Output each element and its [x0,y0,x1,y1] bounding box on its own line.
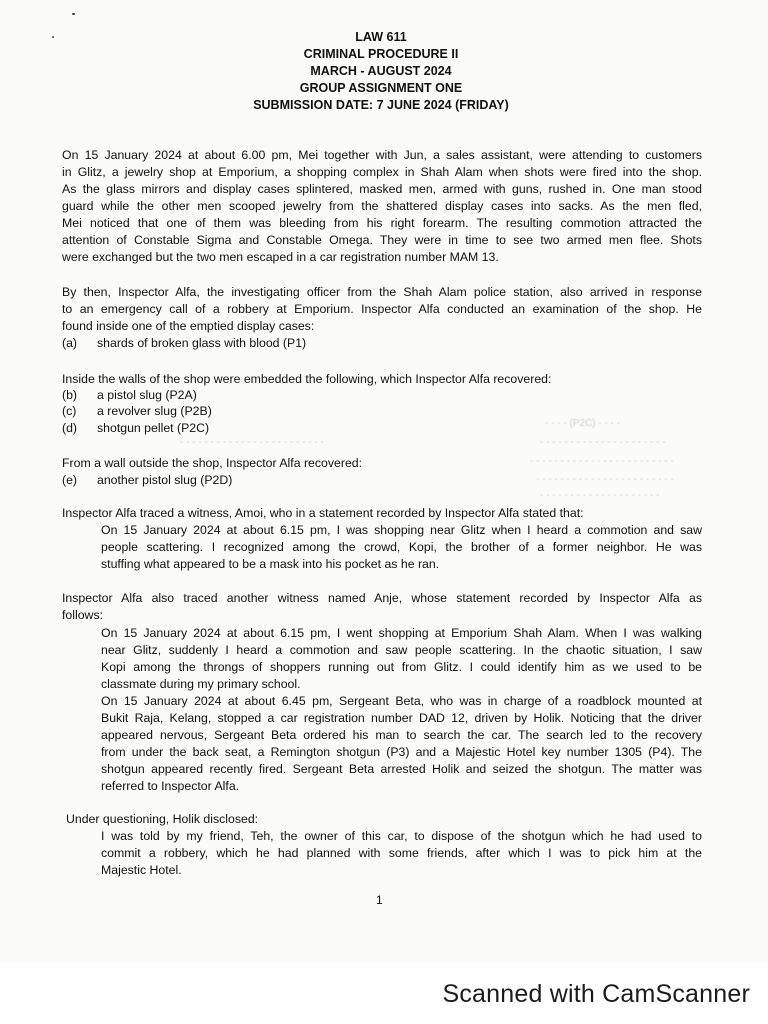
text-line: Mei noticed that one of them was bleeding from his right forearm. The resulting commotion attracted the [62,216,702,230]
text-line: On 15 January 2024 at about 6.45 pm, Sergeant Beta, who was in charge of a roadblock mounted at [101,694,702,708]
item-label: (b) [62,388,78,402]
anje-statement [101,625,702,693]
text-line: Inspector Alfa also traced another witness named Anje, whose statement recorded by Inspector Alfa as [62,591,702,605]
item-label: (c) [62,404,77,418]
bleed-through-text: - - - - (P2C) - - - - [545,418,620,429]
witness-amoi-intro [62,505,702,522]
item-label: (d) [62,421,78,435]
camscanner-watermark: Scanned with CamScanner [442,980,750,1008]
submission-date: SUBMISSION DATE: 7 JUNE 2024 (FRIDAY) [253,98,509,112]
text-line: appeared nervous, Sergeant Beta ordered his man to search the car. The search led to the recovery [101,728,702,742]
bleed-through-text: - - - - - - - - - - - - - - - - - - - - - - - [536,474,674,485]
text-line: On 15 January 2024 at about 6.00 pm, Mei together with Jun, a sales assistant, were attending to customers [62,148,702,162]
holik-statement [101,828,702,879]
text-line: people scattering. I recognized among the crowd, Kopi, the brother of a former neighbor. He was [101,540,702,554]
holik-intro [66,811,706,828]
witness-anje-intro [62,590,702,624]
bleed-through-text: - - - - - - - - - - - - - - - - - - - - [540,490,660,501]
text-line: to an emergency call of a robbery at Emporium. Inspector Alfa conducted an examination of the shop. He [62,302,702,316]
text-line: commit a robbery, which he had planned with some friends, after which I was to pick him at the [101,846,702,860]
exhibit-item-e [62,472,232,489]
text-line: follows: [62,608,104,622]
text-line: were exchanged but the two men escaped in a car registration number MAM 13. [62,250,499,264]
item-label: (a) [62,336,78,350]
text-line: On 15 January 2024 at about 6.15 pm, I went shopping at Emporium Shah Alam. When I was walking [101,626,702,640]
term: MARCH - AUGUST 2024 [310,64,452,78]
item-text: another pistol slug (P2D) [97,473,233,487]
text-line: Majestic Hotel. [101,863,182,877]
facts-paragraph-1 [62,147,702,266]
text-line: guard while the other men scooped jewelry from the shattered display cases into sacks. As the men fled, [62,199,702,213]
text-line: from under the back seat, a Remington shotgun (P3) and a Majestic Hotel key number 1305 (P4). The [101,745,702,759]
course-code: LAW 611 [355,30,407,44]
course-title: CRIMINAL PROCEDURE II [303,47,459,61]
text-line: shotgun appeared recently fired. Sergeant Beta arrested Holik and seized the shotgun. The matter was [101,762,702,776]
text-line: attention of Constable Sigma and Constable Omega. They were in time to see two armed men flee. Shots [62,233,702,247]
text-line: Under questioning, Holik disclosed: [66,812,259,826]
text-line: Inside the walls of the shop were embedded the following, which Inspector Alfa recovered: [62,372,552,386]
document-header [0,29,762,114]
text-line: Bukit Raja, Kelang, stopped a car registration number DAD 12, driven by Holik. Noticing that the driver [101,711,702,725]
text-line: I was told by my friend, Teh, the owner of this car, to dispose of the shotgun which he had used to [101,829,702,843]
exhibit-item-b [62,387,197,404]
item-text: a pistol slug (P2A) [97,388,197,402]
text-line: Inspector Alfa traced a witness, Amoi, who in a statement recorded by Inspector Alfa stated that: [62,506,584,520]
amoi-statement [101,522,702,573]
bleed-through-text: - - - - - - - - - - - - - - - - - - - - - - - - [180,437,324,448]
facts-paragraph-2 [62,284,702,335]
text-line: in Glitz, a jewelry shop at Emporium, a shopping complex in Shah Alam when shots were fired into the shop. [62,165,702,179]
text-line: classmate during my primary school. [101,677,301,691]
text-line: From a wall outside the shop, Inspector Alfa recovered: [62,456,363,470]
item-text: shards of broken glass with blood (P1) [97,336,307,350]
text-line: near Glitz, suddenly I heard a commotion and saw people scattering. In the chaotic situation, I saw [101,643,702,657]
text-line: stuffing what appeared to be a mask into his pocket as he ran. [101,557,440,571]
item-label: (e) [62,473,78,487]
facts-paragraph-3 [62,371,702,388]
text-line: By then, Inspector Alfa, the investigating officer from the Shah Alam police station, also arrived in response [62,285,702,299]
text-line: found inside one of the emptied display cases: [62,319,315,333]
item-text: shotgun pellet (P2C) [97,421,210,435]
page-number: 1 [376,893,383,907]
bleed-through-text: - - - - - - - - - - - - - - - - - - - - - - - - [530,456,674,467]
bleed-through-text: - - - - - - - - - - - - - - - - - - - - - [540,437,666,448]
assignment-title: GROUP ASSIGNMENT ONE [299,81,463,95]
exhibit-item-a [62,335,306,352]
roadblock-account [101,693,702,795]
exhibit-item-c [62,403,212,420]
item-text: a revolver slug (P2B) [97,404,212,418]
scan-speck [72,13,75,15]
text-line: On 15 January 2024 at about 6.15 pm, I was shopping near Glitz when I heard a commotion and saw [101,523,702,537]
facts-paragraph-4 [62,455,702,472]
text-line: Kopi among the throngs of shoppers running out from Glitz. I could identify him as we used to be [101,660,702,674]
text-line: As the glass mirrors and display cases splintered, masked men, armed with guns, rushed in. One man stood [62,182,702,196]
exhibit-item-d [62,420,209,437]
text-line: referred to Inspector Alfa. [101,779,240,793]
